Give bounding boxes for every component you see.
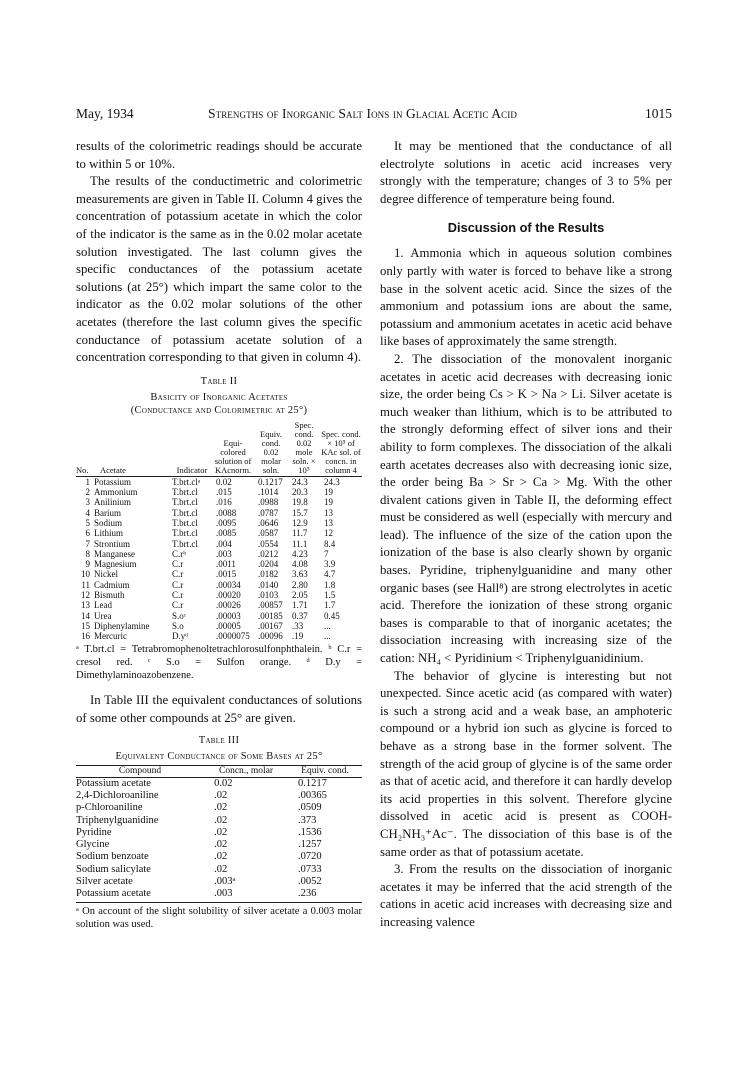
- table2-footnote: ᵃ T.brt.cl = Tetrabromophenoltetrachlorosulfonphthalein. ᵇ C.r = cresol red. ᶜ S.o = Sulfon orange. ᵈ D.y = Dimethylaminoazobenzene.: [76, 644, 362, 682]
- table3-row: [76, 876, 362, 888]
- table3-cell: .02: [214, 814, 228, 826]
- table2-cell: 7: [85, 538, 90, 549]
- table2-cell: .0011: [216, 559, 236, 570]
- table2-cell: .00026: [216, 600, 241, 611]
- running-header: [76, 106, 672, 122]
- table2-cell: C.r: [172, 559, 184, 570]
- table3-cell: .1257: [298, 839, 322, 851]
- table2-cell: 10: [81, 569, 90, 580]
- table3-row: [76, 790, 362, 802]
- table2-cell: .0140: [258, 579, 279, 590]
- table2-cell: 11.7: [292, 528, 308, 539]
- table2-cell: .0204: [258, 559, 279, 570]
- left-paragraph-1: results of the colorimetric readings should be accurate to within 5 or 10%.: [76, 139, 362, 171]
- table2-cell: .1014: [258, 487, 279, 498]
- table2-row: [76, 590, 362, 600]
- table3-row: [76, 888, 362, 902]
- table2-cell: 8.4: [324, 538, 336, 549]
- left-column: [76, 138, 362, 931]
- table2-cell: 7: [324, 548, 329, 559]
- table2-cell: Diphenylamine: [94, 620, 150, 631]
- table2-cell: .00167: [258, 620, 283, 631]
- table2-cell: ...: [324, 620, 331, 631]
- table3-title: Equivalent Conductance of Some Bases at 25°: [115, 750, 323, 762]
- table2-cell: 13: [81, 600, 90, 611]
- table2-cell: 20.3: [292, 487, 308, 498]
- table2-cell: T.brt.cl: [172, 528, 198, 539]
- table3-row: [76, 851, 362, 863]
- table2-row: [76, 559, 362, 569]
- table2-cell: 12: [324, 528, 333, 539]
- table3-row: [76, 815, 362, 827]
- table2-cell: 2: [85, 487, 90, 498]
- table2-cell: Sodium: [94, 517, 123, 528]
- table3-cell: .02: [214, 802, 228, 814]
- table3-cell: 0.02: [214, 777, 233, 789]
- table3-cell: Triphenylguanidine: [76, 814, 159, 826]
- table2-cell: 1: [85, 476, 90, 487]
- table2-header-cell: Acetate: [94, 421, 172, 477]
- table2-cell: .015: [216, 487, 232, 498]
- table3-cell: Pyridine: [76, 826, 112, 838]
- right-paragraph-5: 3. From the results on the dissociation of inorganic acetates it may be inferred that the acid strength of the cations in acetic acid increases with decreasing size and increasing valence: [380, 862, 672, 929]
- table2-cell: .0000075: [216, 631, 250, 642]
- table2-row: [76, 508, 362, 518]
- table3-row: [76, 839, 362, 851]
- table3-cell: Silver acetate: [76, 876, 133, 888]
- table2-cell: 1.7: [324, 600, 336, 611]
- table2-cell: 16: [81, 631, 90, 642]
- table2: [76, 421, 362, 642]
- table2-cell: T.brt.cl: [172, 497, 198, 508]
- table2-row: [76, 549, 362, 559]
- table2-cell: 1.71: [292, 600, 308, 611]
- table3-cell: 2,4-Dichloroaniline: [76, 789, 159, 801]
- table2-header-cell: Spec. cond. 0.02 mole soln. × 10⁵: [288, 421, 320, 477]
- table2-cell: .00003: [216, 610, 241, 621]
- table2-header-cell: No.: [76, 421, 94, 477]
- table2-cell: T.brt.clᵃ: [172, 476, 201, 487]
- table2-row: [76, 621, 362, 631]
- table2-cell: .0212: [258, 548, 279, 559]
- table2-cell: 4: [85, 507, 90, 518]
- table2-cell: 5: [85, 517, 90, 528]
- table2-cell: 19: [324, 497, 333, 508]
- table3-cell: Sodium salicylate: [76, 863, 151, 875]
- table2-row: [76, 518, 362, 528]
- table3-cell: .236: [288, 888, 362, 902]
- table3-cell: .0052: [298, 876, 322, 888]
- table2-cell: .016: [216, 497, 232, 508]
- table2-cell: 15.7: [292, 507, 308, 518]
- table3-cell: .02: [214, 863, 228, 875]
- table2-cell: C.r: [172, 569, 184, 580]
- right-paragraph-3: 2. The dissociation of the monovalent inorganic acetates in acetic acid decreases with decreasing ionic size, the order being Cs > K > Na > Li. Silver acetate is much weaker than lithium, which is to be attributed to the strongly deforming effect of silver ions and their ability to form complexes. The dissociation of the alkali earth acetates decreases also with decreasing ionic size, the order being Ba > Sr > Ca > Mg. With the other divalent cations given in Table II, the deforming effect must be considered as well (especially with mercury and lead). The influence of the size of the cation upon the ionization of the base is also clearly shown by organic bases. Pyridine, triphenylguanidine and many other organic bases (see Hall⁸) are strong electrolytes in acetic acid. Therefore the ionization of these strong organic bases is comparable to that of inorganic acetates; the dissociation increasing with increasing size of the cation: NH₄ < Pyridinium < Triphenylguanidinium.: [380, 351, 672, 666]
- table2-cell: .0103: [258, 589, 279, 600]
- table2-cell: Anilinium: [94, 497, 132, 508]
- table2-cell: C.rᵇ: [172, 548, 187, 559]
- right-paragraph-4: The behavior of glycine is interesting but not unexpected. Since acetic acid (as compared with water) is such a strong acid and a weak base, an amphoteric compound or a hybrid ion such as glycine is forced to behave as a strong base in the former solvent. The strength of the acid group of glycine is of the same order as that of acetic acid, and therefore it can hardly develop its acid properties in this solvent. Therefore glycine dissolved in acetic acid is present as COOH-CH₂NH₃⁺Ac⁻. The dissociation of this base is of the same order as that of potassium acetate.: [380, 668, 672, 859]
- table3-cell: .0733: [298, 863, 322, 875]
- table2-row: [76, 528, 362, 538]
- table2-cell: 3.9: [324, 559, 336, 570]
- table3-cell: .02: [214, 789, 228, 801]
- table2-cell: .19: [292, 631, 304, 642]
- table2-cell: Barium: [94, 507, 121, 518]
- table2-cell: .003: [216, 548, 232, 559]
- page-number: 1015: [645, 106, 672, 121]
- section-heading: Discussion of the Results: [447, 220, 605, 236]
- table2-cell: Ammonium: [94, 487, 138, 498]
- table3-header-cell: Equiv. cond.: [288, 765, 362, 777]
- table2-cell: 0.45: [324, 610, 340, 621]
- table3-label: Table III: [198, 734, 240, 746]
- table2-title: Basicity of Inorganic Acetates: [150, 391, 288, 403]
- table2-subtitle: (Conductance and Colorimetric at 25°): [130, 404, 308, 416]
- table2-cell: 0.1217: [258, 476, 283, 487]
- table3-cell: .0509: [298, 802, 322, 814]
- table3-cell: .0720: [298, 851, 322, 863]
- table2-cell: Lead: [94, 600, 112, 611]
- table2-cell: 1.5: [324, 589, 336, 600]
- table2-cell: C.r: [172, 579, 184, 590]
- table2-row: [76, 569, 362, 579]
- table2-cell: 3: [85, 497, 90, 508]
- table3-cell: Potassium acetate: [76, 888, 204, 902]
- table3-row: [76, 777, 362, 790]
- table2-cell: 4.08: [292, 559, 308, 570]
- table2-row: [76, 611, 362, 621]
- table3-cell: .00365: [298, 789, 327, 801]
- table2-cell: Potassium: [94, 476, 132, 487]
- table2-cell: S.oᶜ: [172, 610, 187, 621]
- table3-cell: .02: [214, 826, 228, 838]
- table2-cell: 8: [85, 548, 90, 559]
- table2-cell: Mercuric: [94, 631, 127, 642]
- table2-cell: 4.7: [324, 569, 336, 580]
- table2-cell: 11.1: [292, 538, 308, 549]
- left-paragraph-2: The results of the conductimetric and colorimetric measurements are given in Table II. Column 4 gives the concentration of potassium acetate in which the color of the indicator is the same as in the 0.02 molar acetate solution investigated. The last column gives the specific conductances of the potassium acetate solutions (at 25°) which impart the same color to the indicator as the 0.02 molar solutions of the other acetates (therefore the last column gives the specific conductance of potassium acetate solution of a concentration corresponding to that given in column 4).: [76, 174, 363, 365]
- table2-cell: 2.80: [292, 579, 308, 590]
- table2-label: Table II: [200, 375, 238, 387]
- table2-header-cell: Equi-colored solution of KAcnorm.: [212, 421, 254, 477]
- table2-cell: 9: [85, 559, 90, 570]
- table2-cell: 3.63: [292, 569, 308, 580]
- header-date: May, 1934: [76, 106, 134, 121]
- table2-cell: .0085: [216, 528, 237, 539]
- table2-row: [76, 539, 362, 549]
- table2-cell: .00096: [258, 631, 283, 642]
- table2-cell: T.brt.cl: [172, 517, 198, 528]
- table2-cell: .33: [292, 620, 304, 631]
- table2-cell: .00034: [216, 579, 241, 590]
- table3: [76, 765, 362, 903]
- table2-cell: 19.8: [292, 497, 308, 508]
- right-column: [380, 138, 672, 932]
- table2-cell: .0646: [258, 517, 279, 528]
- table2-cell: T.brt.cl: [172, 538, 198, 549]
- table2-header-row: [76, 421, 362, 477]
- table2-row: [76, 580, 362, 590]
- table2-cell: .0095: [216, 517, 237, 528]
- table3-cell: .02: [214, 839, 228, 851]
- table2-row: [76, 476, 362, 487]
- table2-row: [76, 487, 362, 497]
- table2-cell: Magnesium: [94, 559, 137, 570]
- table3-cell: .1536: [298, 826, 322, 838]
- table2-cell: ...: [324, 631, 331, 642]
- table2-cell: 24.3: [292, 476, 308, 487]
- table2-cell: T.brt.cl: [172, 487, 198, 498]
- table2-cell: C.r: [172, 589, 184, 600]
- table3-header-cell: Compound: [76, 765, 204, 777]
- table2-cell: .0088: [216, 507, 237, 518]
- table2-header-cell: Indicator: [172, 421, 212, 477]
- table2-cell: .00005: [216, 620, 241, 631]
- table2-cell: Lithium: [94, 528, 123, 539]
- table2-cell: .0015: [216, 569, 237, 580]
- right-paragraph-1: It may be mentioned that the conductance of all electrolyte solutions in acetic acid increases very strongly with the temperature; changes of 3 to 5% per degree difference of temperature being found.: [380, 139, 672, 206]
- table2-cell: 2.05: [292, 589, 308, 600]
- table2-cell: D.yᵈ: [172, 631, 189, 642]
- table2-cell: .00020: [216, 589, 241, 600]
- table2-cell: .0587: [258, 528, 279, 539]
- table3-header-cell: Concn., molar: [204, 765, 288, 777]
- table2-cell: Manganese: [94, 548, 135, 559]
- table2-header-cell: Equiv. cond. 0.02 molar soln.: [254, 421, 288, 477]
- table2-cell: .0988: [258, 497, 279, 508]
- table2-cell: 1.8: [324, 579, 336, 590]
- table3-cell: 0.1217: [298, 777, 327, 789]
- table3-row: [76, 802, 362, 814]
- table2-row: [76, 497, 362, 507]
- table2-cell: 0.37: [292, 610, 308, 621]
- table2-cell: 13: [324, 507, 333, 518]
- table2-cell: 4.23: [292, 548, 308, 559]
- table2-row: [76, 600, 362, 610]
- table2-cell: 14: [81, 610, 90, 621]
- table2-cell: Urea: [94, 610, 112, 621]
- table2-cell: .0554: [258, 538, 279, 549]
- table2-row: [76, 631, 362, 641]
- table3-cell: p-Chloroaniline: [76, 802, 143, 814]
- table3-cell: .02: [214, 851, 228, 863]
- left-paragraph-3: In Table III the equivalent conductances of solutions of some other compounds at 25° are given.: [76, 693, 362, 726]
- table2-cell: 24.3: [324, 476, 340, 487]
- table3-cell: Potassium acetate: [76, 777, 151, 789]
- table2-header-cell: Spec. cond. × 10⁵ of KAc sol. of concn. in column 4: [320, 421, 362, 477]
- table2-cell: Nickel: [94, 569, 118, 580]
- table2-cell: .0182: [258, 569, 279, 580]
- table2-cell: C.r: [172, 600, 184, 611]
- table2-cell: 12: [81, 589, 90, 600]
- table2-cell: 0.02: [216, 476, 232, 487]
- table3-cell: .003ᵃ: [214, 876, 236, 888]
- table2-cell: 12.9: [292, 517, 308, 528]
- table2-cell: Bismuth: [94, 589, 125, 600]
- table2-cell: 19: [324, 487, 333, 498]
- table3-header-row: [76, 765, 362, 777]
- header-title: Strengths of Inorganic Salt Ions in Glacial Acetic Acid: [208, 106, 517, 121]
- table2-cell: .004: [216, 538, 232, 549]
- table2-cell: Cadmium: [94, 579, 130, 590]
- table2-cell: T.brt.cl: [172, 507, 198, 518]
- table2-cell: .00857: [258, 600, 283, 611]
- table2-cell: .0787: [258, 507, 279, 518]
- table3-row: [76, 864, 362, 876]
- table2-cell: S.o: [172, 620, 184, 631]
- table3-cell: .003: [204, 888, 288, 902]
- table3-cell: .373: [298, 814, 317, 826]
- table3-cell: Glycine: [76, 839, 110, 851]
- table2-cell: 11: [81, 579, 90, 590]
- table2-cell: 6: [85, 528, 90, 539]
- table2-cell: .00185: [258, 610, 283, 621]
- table2-cell: 13: [324, 517, 333, 528]
- table3-cell: Sodium benzoate: [76, 851, 149, 863]
- table2-cell: Strontium: [94, 538, 131, 549]
- table2-cell: 15: [81, 620, 90, 631]
- table3-footnote: ᵃ On account of the slight solubility of silver acetate a 0.003 molar solution was used.: [76, 905, 362, 930]
- right-paragraph-2: 1. Ammonia which in aqueous solution combines only partly with water is forced to behave like a strong base in the solvent acetic acid. Since the sizes of the ammonium and potassium ions are about the same, potassium and ammonium acetates in acetic acid behave like bases of approximately the same strength.: [380, 246, 672, 349]
- table3-row: [76, 827, 362, 839]
